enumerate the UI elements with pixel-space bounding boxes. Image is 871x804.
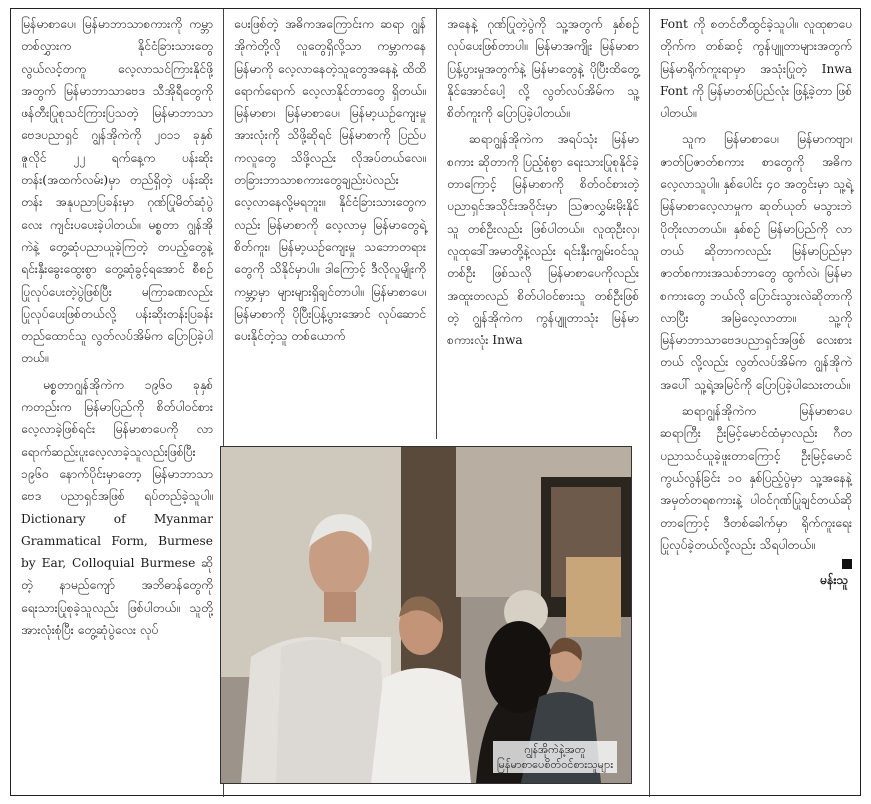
article-column-3 [437,9,649,439]
paragraph: အနေနဲ့ ဂုဏ်ပြုတဲ့ပွဲကို သူ့အတွက် နှစ်စဉ် လုပ်ပေးဖြစ်တာပါ။ မြန်မာအကျိုး မြန်မာစာပြန့်ပွားမှုအတွက်နဲ့ မြန်မာတွေနဲ့ ပိုပြီးထိတွေ့နိုင်အောင်ပေါ့ လို့ လွတ်လပ်အိမ်က သူ့စိတ်ကူးကို ပြောပြခဲ့ပါတယ်။ [447,17,639,121]
paragraph: ဆရာဂျွန်အိုကဲက အရပ်သုံး မြန်မာစကား ဆိုတာကို ပြည့်စုံစွာ ရေးသားပြုစုနိုင်ခဲ့တာကြောင့် မြန်မာစာကို စိတ်ဝင်စားတဲ့ ပညာရှင်အသိုင်းအဝိုင်းမှာ သြဇာလွှမ်းမိုးနိုင်သူ တစ်ဦးလည်း ဖြစ်ပါတယ်။ လူထုဦးလှ၊ လူထုဒေါ်အမာတို့နဲ့လည်း ရင်းနှီးကျွမ်းဝင်သူတစ်ဦး ဖြစ်သလို မြန်မာစာပေကိုလည်း အထူးတလည် စိတ်ပါဝင်စားသူ တစ်ဦးဖြစ်တဲ့ ဂျွန်အိုကဲက ကွန်ပျူတာသုံး မြန်မာစကားလုံး Inwa [447,132,639,348]
photo-illustration [221,447,631,783]
paragraph: ပေးဖြစ်တဲ့ အဓိကအကြောင်းက ဆရာ ဂျွန်အိုကဲတို့လို လူတွေရှိလို့သာ ကမ္ဘာကနေ မြန်မာကို လေ့လာနေတဲ့သူတွေအနေနဲ့ ထိထိရောက်ရောက် လေ့လာနိုင်တာတွေ ရှိတယ်။ မြန်မာစာ၊ မြန်မာစာပေ၊ မြန်မာ့ယဉ်ကျေးမှုအားလုံးကို သိဖို့ဆိုရင် မြန်မာစာကို ပြည်ပကလူတွေ သိဖို့လည်း လိုအပ်တယ်လေ။ တခြားဘာသာစကားတွေချည်းပဲလည်း လေ့လာနေလို့မရဘူး။ နိုင်ငံခြားသားတွေကလည်း မြန်မာစာကို လေ့လာမှ မြန်မာတွေရဲ့ စိတ်ကူး၊ မြန်မာ့ယဉ်ကျေးမှု သဘောတရားတွေကို သိနိုင်မှာပါ။ ဒါကြောင့် ဒီလိုလူမျိုးကို ကမ္ဘာ့မှာ များများရှိချင်တာပါ။ မြန်မာစာပေ၊ မြန်မာစာကို ပိုပြီးပြန့်ပွားအောင် လုပ်ဆောင်ပေးနိုင်တဲ့သူ တစ်ယောက် [234,17,426,344]
paragraph: မြန်မာစာပေ၊ မြန်မာဘာသာစကားကို ကမ္ဘာတစ်လွှားက နိုင်ငံခြားသားတွေ လွယ်လင့်တကူ လေ့လာသင်ကြားနိုင်ဖို့အတွက် မြန်မာဘာသာဗေဒ သီအိုရီတွေကို ဖန်တီးပြုစုသင်ကြားပြသတဲ့ မြန်မာဘာသာဗေဒပညာရှင် ဂျွန်အိုကဲကို ၂၀၁၁ ခုနှစ် ဇူလိုင် ၂၂ ရက်နေ့က ပန်းဆိုးတန်း(အထက်လမ်း)မှာ တည်ရှိတဲ့ ပန်းဆိုးတန်း အနုပညာပြခန်းမှာ ဂုဏ်ပြုမိတ်ဆုံပွဲလေး ကျင်းပပေးခဲ့ပါတယ်။ မစ္စတာ ဂျွန်အိုကဲနဲ့ တွေ့ဆုံပညာယူခဲ့ကြတဲ့ တပည့်တွေနဲ့ ရင်းနှီးခွေးထွေးစွာ တွေ့ဆုံခွင့်ရအောင် စီစဉ်ပြုလုပ်ပေးတဲ့ပွဲဖြစ်ပြီး မကြာခဏလည်း ပြုလုပ်ပေးဖြစ်တယ်လို့ ပန်းဆိုးတန်းပြခန်း တည်ထောင်သူ လွတ်လပ်အိမ်က ပြောပြခဲ့ပါတယ်။ [21,17,213,366]
paragraph: မစ္စတာဂျွန်အိုကဲက ၁၉၆၀ ခုနှစ်ကတည်းက မြန်မာပြည်ကို စိတ်ပါဝင်စားလေ့လာခဲ့ဖြစ်ရင်း မြန်မာစာပေကို လာရောက်ဆည်းပူးလေ့လာခဲ့သူလည်းဖြစ်ပြီး ၁၉၆၀ နောက်ပိုင်းမှာတော့ မြန်မာဘာသာဗေဒ ပညာရှင်အဖြစ် ရပ်တည်ခဲ့သူပါ။ Dictionary of Myanmar Grammatical Form, Burmese by Ear, Colloquial Burmese ဆိုတဲ့ နာမည်ကျော် အဘိဓာန်တွေကို ရေးသားပြုစုခဲ့သူလည်း ဖြစ်ပါတယ်။ သူတို့အားလုံးစုံပြီး တွေ့ဆုံပွဲလေး လုပ် [21,377,213,638]
end-of-article-icon [842,559,852,569]
photo-caption [493,741,617,773]
article-column-2 [224,9,436,439]
article-photo [220,446,632,784]
article-column-4 [650,9,862,795]
paragraph: သူက မြန်မာစာပေ၊ မြန်မာကဗျာ၊ ဇာတ်ပြဇာတ်စကား စာတွေကို အဓိက လေ့လာသူပါ။ နှစ်ပေါင်း ၄၀ အတွင်းမှာ သူ့ရဲ့ မြန်မာစာလေ့လာမှုက ဆုတ်ယုတ် မသွားဘဲ ပိုတိုးလာတယ်။ နှစ်စဉ် မြန်မာပြည်ကို လာတယ် ဆိုတာကလည်း မြန်မာပြည်မှာ ဇာတ်စကားအသစ်ဘာတွေ ထွက်လဲ၊ မြန်မာစကားတွေ ဘယ်လို ပြောင်းသွားလဲဆိုတာကို လာပြီး အမြဲလေ့လာတာ။ သူ့ကို မြန်မာဘာသာဗေဒပညာရှင်အဖြစ် လေးစားတယ် လို့လည်း လွတ်လပ်အိမ်က ဂျွန်အိုကဲအပေါ် သူ့ရဲ့အမြင်ကို ပြောပြခဲ့ပါသေးတယ်။ [660,132,852,392]
end-row [660,556,852,570]
author-byline: မန်းသူ [820,573,848,588]
paragraph: ဆရာဂျွန်အိုကဲက မြန်မာစာပေဆရာကြီး ဦးမြင့်မောင်ထံမှာလည်း ဂီတပညာသင်ယူခဲ့ဖူးတာကြောင့် ဦးမြင့်မောင် ကွယ်လွန်ခြင်း ၁၀ နှစ်ပြည့်ပွဲမှာ သူ့အနေနဲ့ အမှတ်တရစကားနဲ့ ပါဝင်ဂုဏ်ပြုချင်တယ်ဆိုတာကြောင့် ဒီတစ်ခေါက်မှာ ရိုက်ကူးရေး ပြုလုပ်ခဲ့တယ်လို့လည်း သိရပါတယ်။ [660,404,852,552]
article-column-1 [11,9,223,795]
paragraph: Font ကို စတင်တီထွင်ခဲ့သူပါ။ လူထုစာပေတိုက်က တစ်ဆင့် ကွန်ပျူတာများအတွက် မြန်မာရိုက်ကူးရာမှာ အသုံးပြုတဲ့ Inwa Font ကို မြန်မာတစ်ပြည်လုံး ဖြန့်ခဲ့တာ ဖြစ်ပါတယ်။ [660,17,852,121]
caption-line: မြန်မာစာပေစိတ်ဝင်စားသူများ [496,758,613,771]
caption-line: ဂျွန်အိုကဲနဲ့အတူ [524,743,586,756]
